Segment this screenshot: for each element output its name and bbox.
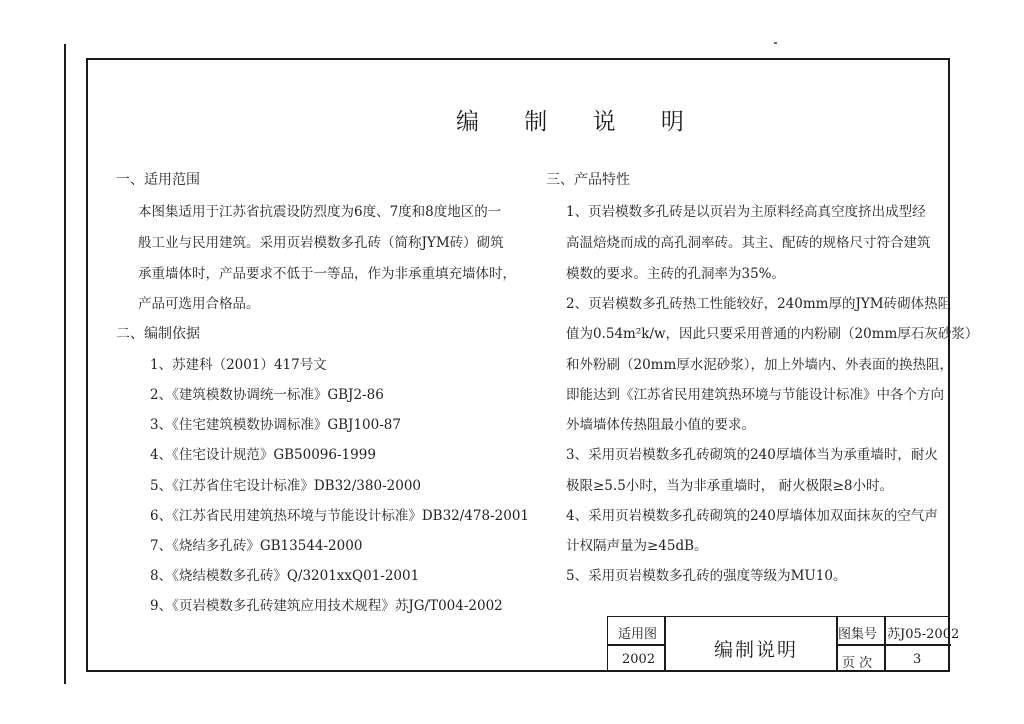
section-heading-scope: 一、适用范围 — [116, 172, 200, 188]
property-line: 和外粉刷（20mm厚水泥砂浆），加上外墙内、外表面的换热阻， — [566, 357, 954, 373]
scope-line: 般工业与民用建筑。采用页岩模数多孔砖（简称JYM砖）砌筑 — [138, 235, 504, 251]
property-line: 4、采用页岩模数多孔砖砌筑的240厚墙体加双面抹灰的空气声 — [566, 508, 938, 524]
section-heading-properties: 三、产品特性 — [546, 172, 630, 188]
scope-line: 本图集适用于江苏省抗震设防烈度为6度、7度和8度地区的一 — [138, 204, 502, 220]
reference-item: 1、苏建科（2001）417号文 — [150, 357, 327, 373]
page-title: 编 制 说 明 — [456, 109, 703, 135]
property-line: 模数的要求。主砖的孔洞率为35%。 — [566, 266, 786, 282]
property-line: 值为0.54m²k/w，因此只要采用普通的内粉刷（20mm厚石灰砂浆） — [566, 326, 979, 342]
reference-item: 6、《江苏省民用建筑热环境与节能设计标准》DB32/478-2001 — [150, 508, 529, 524]
applicable-label: 适用图 — [618, 627, 658, 642]
drawing-name: 编制说明 — [714, 639, 799, 661]
property-line: 2、页岩模数多孔砖热工性能较好，240mm厚的JYM砖砌体热阻 — [566, 296, 952, 312]
reference-item: 5、《江苏省住宅设计标准》DB32/380-2000 — [150, 478, 421, 494]
page-label: 页 次 — [842, 656, 873, 671]
scope-line: 承重墙体时，产品要求不低于一等品，作为非承重填充墙体时， — [138, 266, 516, 282]
atlas-number-label: 图集号 — [838, 627, 878, 642]
reference-item: 3、《住宅建筑模数协调标准》GBJ100-87 — [150, 417, 401, 433]
section-heading-basis: 二、编制依据 — [116, 326, 200, 342]
property-line: 3、采用页岩模数多孔砖砌筑的240厚墙体当为承重墙时，耐火 — [566, 447, 938, 463]
scope-line: 产品可选用合格品。 — [138, 296, 260, 312]
reference-item: 4、《住宅设计规范》GB50096-1999 — [150, 447, 376, 463]
scan-speck — [774, 42, 777, 44]
reference-item: 9、《页岩模数多孔砖建筑应用技术规程》苏JG/T004-2002 — [150, 598, 503, 614]
reference-item: 2、《建筑模数协调统一标准》GBJ2-86 — [150, 387, 384, 403]
page-number: 3 — [913, 652, 922, 667]
property-line: 计权隔声量为≥45dB。 — [566, 538, 708, 554]
atlas-number: 苏J05-2002 — [887, 627, 960, 642]
title-block-divider — [836, 644, 951, 646]
reference-item: 8、《烧结模数多孔砖》Q/3201xxQ01-2001 — [150, 568, 420, 584]
reference-item: 7、《烧结多孔砖》GB13544-2000 — [150, 538, 363, 554]
property-line: 即能达到《江苏省民用建筑热环境与节能设计标准》中各个方向 — [566, 387, 944, 403]
binding-line — [64, 44, 66, 684]
applicable-year: 2002 — [622, 652, 656, 667]
title-block-divider — [664, 617, 666, 672]
property-line: 外墙墙体传热阻最小值的要求。 — [566, 417, 755, 433]
property-line: 5、采用页岩模数多孔砖的强度等级为MU10。 — [566, 568, 847, 584]
title-block — [607, 616, 960, 672]
property-line: 1、页岩模数多孔砖是以页岩为主原料经高真空度挤出成型经 — [566, 204, 926, 220]
property-line: 极限≥5.5小时，当为非承重墙时， 耐火极限≥8小时。 — [566, 478, 893, 494]
title-block-divider — [608, 644, 664, 646]
property-line: 高温焙烧而成的高孔洞率砖。其主、配砖的规格尺寸符合建筑 — [566, 235, 931, 251]
